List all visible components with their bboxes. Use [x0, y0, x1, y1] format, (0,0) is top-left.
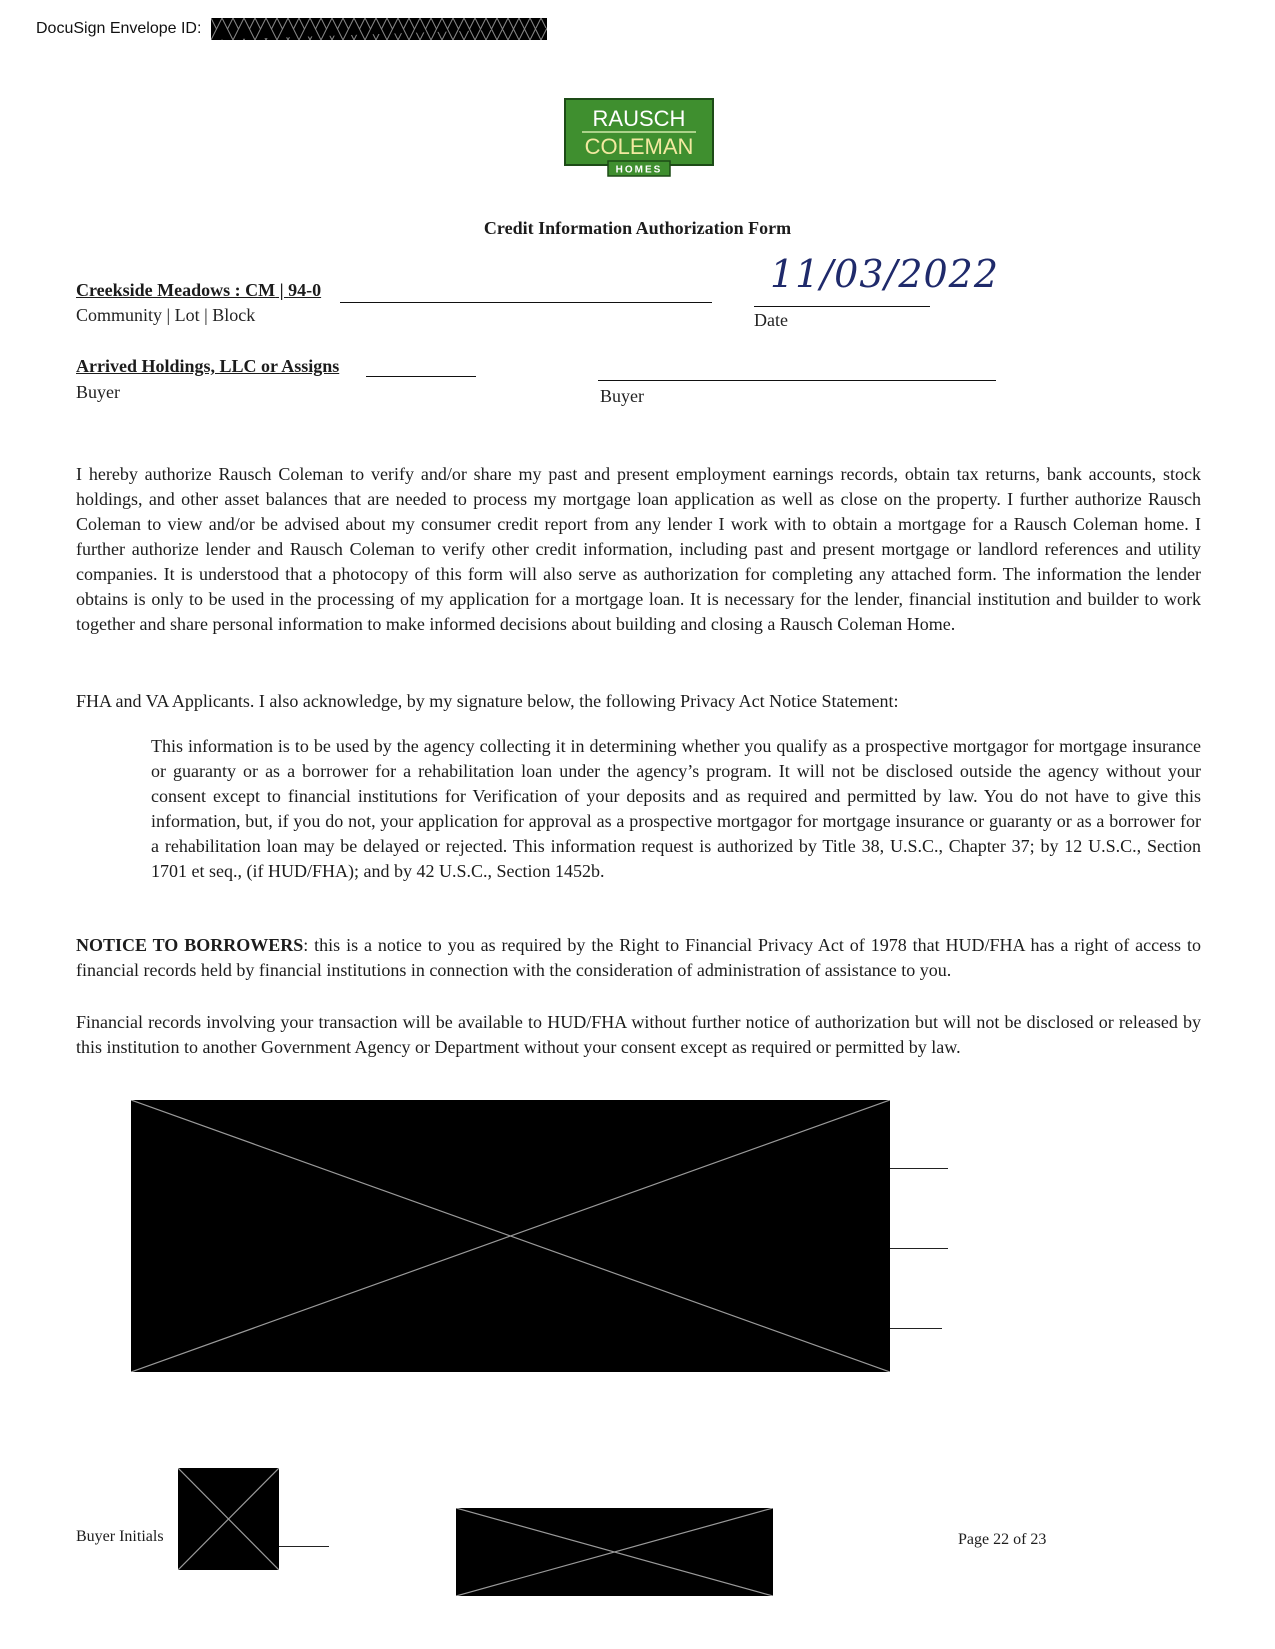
page-number: Page 22 of 23: [958, 1531, 1047, 1548]
initials-line: [279, 1546, 329, 1547]
signature-line-1: [890, 1168, 948, 1169]
community-value: Creekside Meadows : CM | 94-0: [76, 280, 322, 300]
logo-text-homes: HOMES: [615, 164, 663, 176]
redaction-x-mark: [131, 1100, 890, 1372]
redaction-pattern: [211, 18, 547, 40]
buyer1-value: Arrived Holdings, LLC or Assigns: [76, 356, 340, 376]
buyer2-underline: [598, 380, 996, 381]
date-handwritten: 11/03/2022: [770, 252, 1000, 296]
rausch-coleman-logo: [564, 98, 714, 178]
logo-text-coleman: COLEMAN: [584, 134, 694, 159]
footer-center-redaction: [456, 1508, 773, 1596]
buyer-initials-label: Buyer Initials: [76, 1528, 164, 1545]
fha-va-paragraph: FHA and VA Applicants. I also acknowledge, by my signature below, the following Privacy Act Notice Statement:: [76, 691, 899, 711]
logo-text-rausch: RAUSCH: [592, 106, 686, 131]
community-caption: Community | Lot | Block: [76, 305, 256, 325]
signature-line-2: [890, 1248, 948, 1249]
notice-heading: NOTICE TO BORROWERS: [76, 935, 304, 955]
community-underline: [340, 302, 712, 303]
signature-line-3: [890, 1328, 942, 1329]
date-underline: [754, 306, 930, 307]
buyer2-caption: Buyer: [600, 386, 644, 406]
form-title: Credit Information Authorization Form: [483, 218, 792, 238]
financial-records-paragraph: Financial records involving your transaction will be available to HUD/FHA without further notice of authorization but will not be disclosed or released by this institution to another Government Agency or Department without your consent except as required or permitted by law.: [76, 1012, 1201, 1057]
redaction-x-mark: [178, 1468, 279, 1570]
privacy-act-statement: This information is to be used by the agency collecting it in determining whether you qualify as a prospective mortgagor for mortgage insurance or guaranty or as a borrower for a rehabilitation loan under the agency’s program. It will not be disclosed outside the agency without your consent except to financial institutions for Verification of your deposits and as required and permitted by law. You do not have to give this information, but, if you do not, your application for approval as a prospective mortgagor for mortgage insurance or guaranty or as a borrower for a rehabilitation loan may be delayed or rejected. This information request is authorized by Title 38, U.S.C., Chapter 37; by 12 U.S.C., Section 1701 et seq., (if HUD/FHA); and by 42 U.S.C., Section 1452b.: [151, 736, 1201, 881]
buyer1-caption: Buyer: [76, 382, 120, 402]
notice-text: : this is a notice to you as required by the Right to Financial Privacy Act of 1978 that HUD/FHA has a right of access to financial records held by financial institutions in connection with the consideration of administration of assistance to you.: [76, 935, 1201, 980]
initials-redaction: [178, 1468, 279, 1570]
lot-block-value: 94-0: [288, 280, 322, 300]
authorization-paragraph: I hereby authorize Rausch Coleman to verify and/or share my past and present employment earnings records, obtain tax returns, bank accounts, stock holdings, and other asset balances that are needed to process my mortgage loan application as well as close on the property. I further authorize Rausch Coleman to view and/or be advised about my consumer credit report from any lender I work with to obtain a mortgage for a Rausch Coleman home. I further authorize lender and Rausch Coleman to verify other credit information, including past and present mortgage or landlord references and utility companies. It is understood that a photocopy of this form will also serve as authorization for completing any attached form. The information the lender obtains is only to be used in the processing of my application for a mortgage loan. It is necessary for the lender, financial institution and builder to work together and share personal information to make informed decisions about building and closing a Rausch Coleman Home.: [76, 464, 1201, 634]
notice-to-borrowers: [76, 933, 1201, 983]
date-caption: Date: [754, 310, 788, 330]
signature-redaction: [131, 1100, 890, 1372]
redaction-x-mark: [456, 1508, 773, 1596]
envelope-id-label: DocuSign Envelope ID:: [36, 20, 202, 37]
buyer1-underline: [366, 376, 476, 377]
envelope-id-redaction: [211, 18, 547, 40]
community-name: Creekside Meadows : CM: [76, 280, 276, 300]
